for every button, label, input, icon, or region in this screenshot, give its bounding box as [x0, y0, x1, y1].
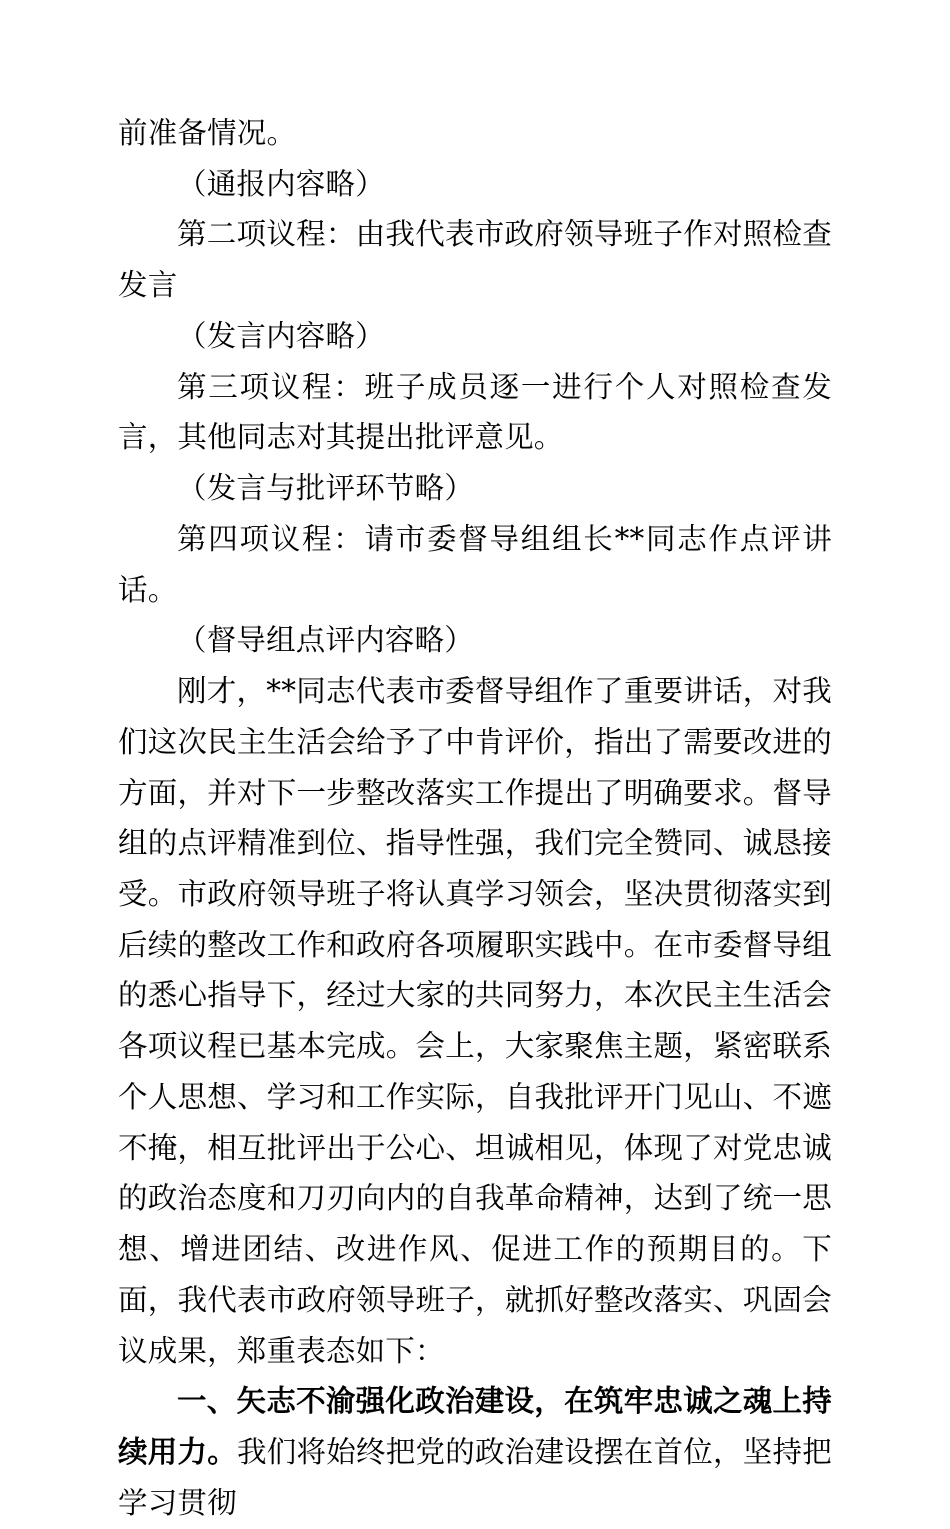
paragraph-notice-omitted: （通报内容略） [177, 166, 385, 201]
document-body [118, 108, 832, 1529]
paragraph-review-omitted: （督导组点评内容略） [177, 623, 475, 658]
paragraph-continuation: 前准备情况。 [118, 116, 297, 150]
section-heading-rest: 我们将始终把党的政治建设摆在首位，坚持把学习贯彻 [118, 1435, 832, 1520]
paragraph-agenda-item-2: 第二项议程：由我代表市政府领导班子作对照检查发言 [118, 217, 832, 303]
section-heading-one [118, 1376, 832, 1528]
paragraph-speech-omitted: （发言内容略） [177, 318, 385, 353]
paragraph-agenda-item-3: 第三项议程：班子成员逐一进行个人对照检查发言，其他同志对其提出批评意见。 [118, 369, 832, 455]
paragraph-criticism-omitted: （发言与批评环节略） [177, 471, 475, 506]
paragraph-agenda-item-4: 第四项议程：请市委督导组组长**同志作点评讲话。 [118, 521, 832, 607]
paragraph-summary: 刚才，**同志代表市委督导组作了重要讲话，对我们这次民主生活会给予了中肯评价，指出了需要改进的方面，并对下一步整改落实工作提出了明确要求。督导组的点评精准到位、指导性强，我们完全赞同、诚恳接受。市政府领导班子将认真学习领会，坚决贯彻落实到后续的整改工作和政府各项履职实践中。在市委督导组的悉心指导下，经过大家的共同努力，本次民主生活会各项议程已基本完成。会上，大家聚焦主题，紧密联系个人思想、学习和工作实际，自我批评开门见山、不遮不掩，相互批评出于公心、坦诚相见，体现了对党忠诚的政治态度和刀刃向内的自我革命精神，达到了统一思想、增进团结、改进作风、促进工作的预期目的。下面，我代表市政府领导班子，就抓好整改落实、巩固会议成果，郑重表态如下： [118, 674, 832, 1368]
section-heading-lead: 一、矢志不渝强化政治建设，在筑牢忠诚之魂上持续用力。 [118, 1383, 832, 1470]
